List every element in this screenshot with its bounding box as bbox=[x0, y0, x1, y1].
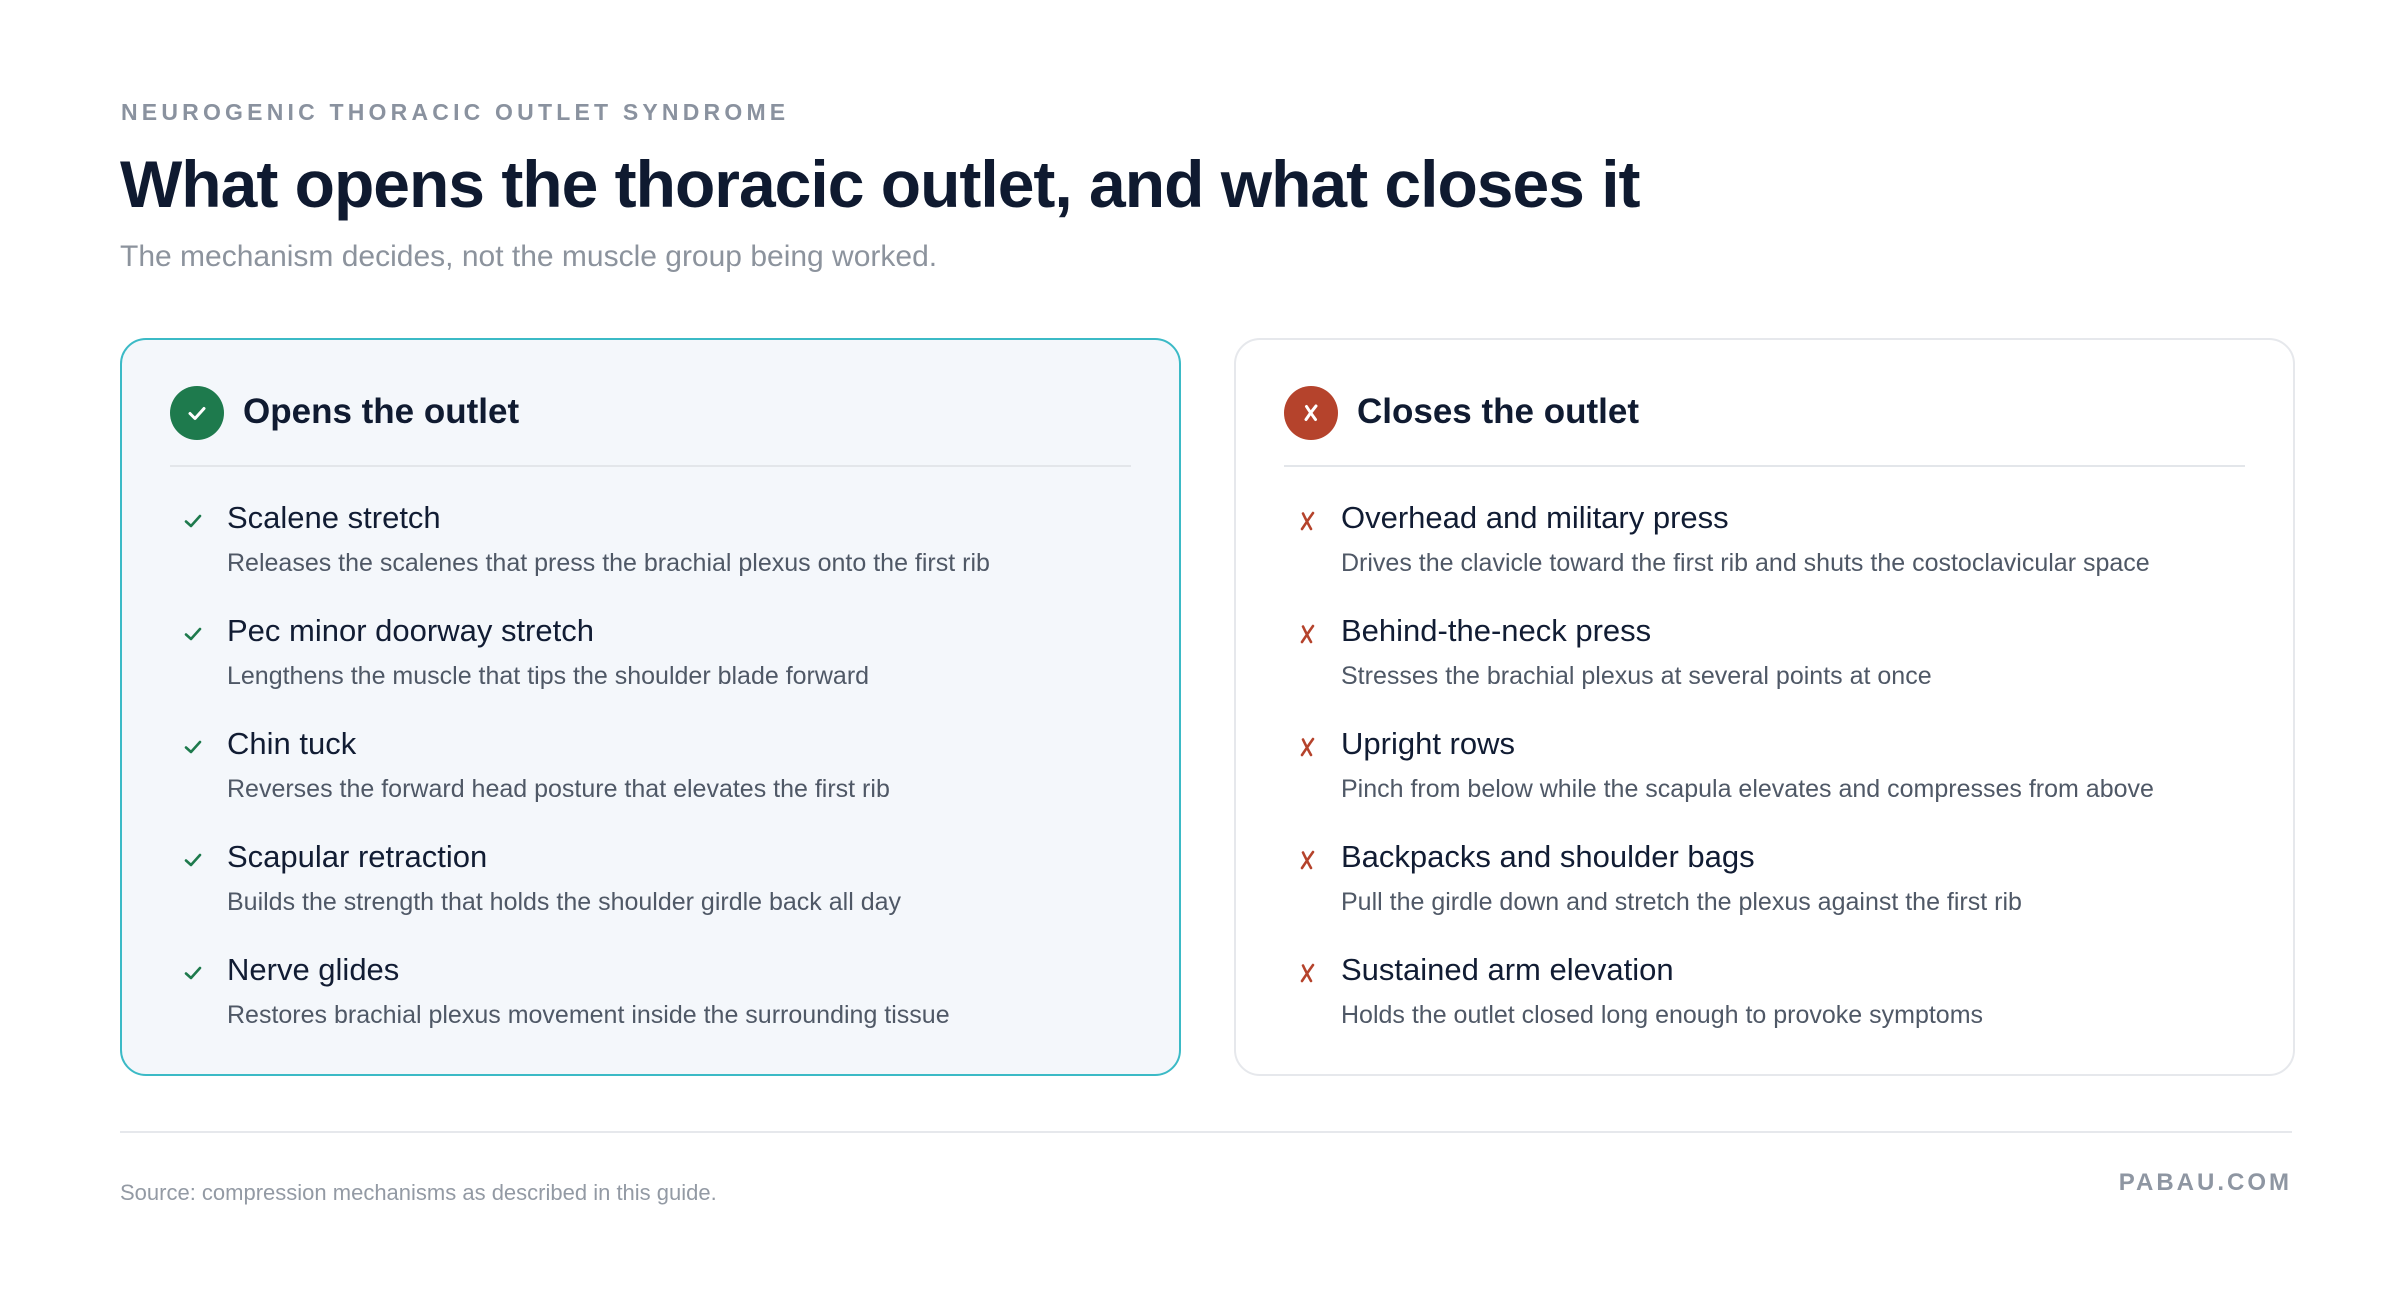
page-title: What opens the thoracic outlet, and what closes it bbox=[120, 147, 1640, 221]
item-title: Overhead and military press bbox=[1341, 500, 1729, 535]
opens-card bbox=[120, 338, 1181, 1076]
item-title: Chin tuck bbox=[227, 726, 357, 761]
check-icon bbox=[182, 736, 204, 758]
list-item bbox=[1284, 613, 2253, 726]
footer-divider bbox=[120, 1131, 2292, 1133]
item-title: Sustained arm elevation bbox=[1341, 952, 1674, 987]
opens-card-divider bbox=[170, 465, 1131, 467]
item-description: Pull the girdle down and stretch the plexus against the first rib bbox=[1341, 888, 2022, 916]
item-description: Drives the clavicle toward the first rib and shuts the costoclavicular space bbox=[1341, 549, 2150, 577]
cross-icon bbox=[1284, 386, 1338, 440]
list-item bbox=[1284, 952, 2253, 1065]
check-icon bbox=[182, 849, 204, 871]
cross-icon bbox=[1296, 510, 1318, 532]
list-item bbox=[170, 839, 1139, 952]
opens-card-title: Opens the outlet bbox=[243, 392, 520, 431]
list-item bbox=[170, 613, 1139, 726]
item-title: Scapular retraction bbox=[227, 839, 488, 874]
list-item bbox=[1284, 500, 2253, 613]
cross-icon bbox=[1296, 736, 1318, 758]
closes-list bbox=[1284, 500, 2253, 1065]
list-item bbox=[170, 500, 1139, 613]
cross-icon bbox=[1296, 849, 1318, 871]
source-note: Source: compression mechanisms as described in this guide. bbox=[120, 1180, 717, 1205]
check-icon bbox=[182, 962, 204, 984]
eyebrow-label: NEUROGENIC THORACIC OUTLET SYNDROME bbox=[121, 99, 790, 125]
list-item bbox=[1284, 726, 2253, 839]
closes-card-divider bbox=[1284, 465, 2245, 467]
item-description: Stresses the brachial plexus at several points at once bbox=[1341, 662, 1932, 690]
check-icon bbox=[170, 386, 224, 440]
check-icon bbox=[182, 623, 204, 645]
opens-list bbox=[170, 500, 1139, 1065]
item-title: Nerve glides bbox=[227, 952, 400, 987]
item-description: Restores brachial plexus movement inside the surrounding tissue bbox=[227, 1001, 950, 1029]
item-title: Backpacks and shoulder bags bbox=[1341, 839, 1755, 874]
item-title: Pec minor doorway stretch bbox=[227, 613, 594, 648]
item-title: Upright rows bbox=[1341, 726, 1515, 761]
item-description: Releases the scalenes that press the brachial plexus onto the first rib bbox=[227, 549, 990, 577]
item-description: Lengthens the muscle that tips the shoulder blade forward bbox=[227, 662, 870, 690]
page-subtitle: The mechanism decides, not the muscle group being worked. bbox=[120, 240, 938, 273]
check-icon bbox=[182, 510, 204, 532]
item-description: Pinch from below while the scapula elevates and compresses from above bbox=[1341, 775, 2154, 803]
cross-icon bbox=[1296, 623, 1318, 645]
brand-wordmark: PABAU.COM bbox=[2118, 1169, 2292, 1196]
item-title: Behind-the-neck press bbox=[1341, 613, 1652, 648]
item-description: Builds the strength that holds the shoulder girdle back all day bbox=[227, 888, 902, 916]
list-item bbox=[170, 726, 1139, 839]
item-description: Holds the outlet closed long enough to provoke symptoms bbox=[1341, 1001, 1984, 1029]
closes-card-title: Closes the outlet bbox=[1357, 392, 1639, 431]
closes-card bbox=[1234, 338, 2295, 1076]
item-description: Reverses the forward head posture that elevates the first rib bbox=[227, 775, 890, 803]
item-title: Scalene stretch bbox=[227, 500, 441, 535]
list-item bbox=[1284, 839, 2253, 952]
cross-icon bbox=[1296, 962, 1318, 984]
list-item bbox=[170, 952, 1139, 1065]
